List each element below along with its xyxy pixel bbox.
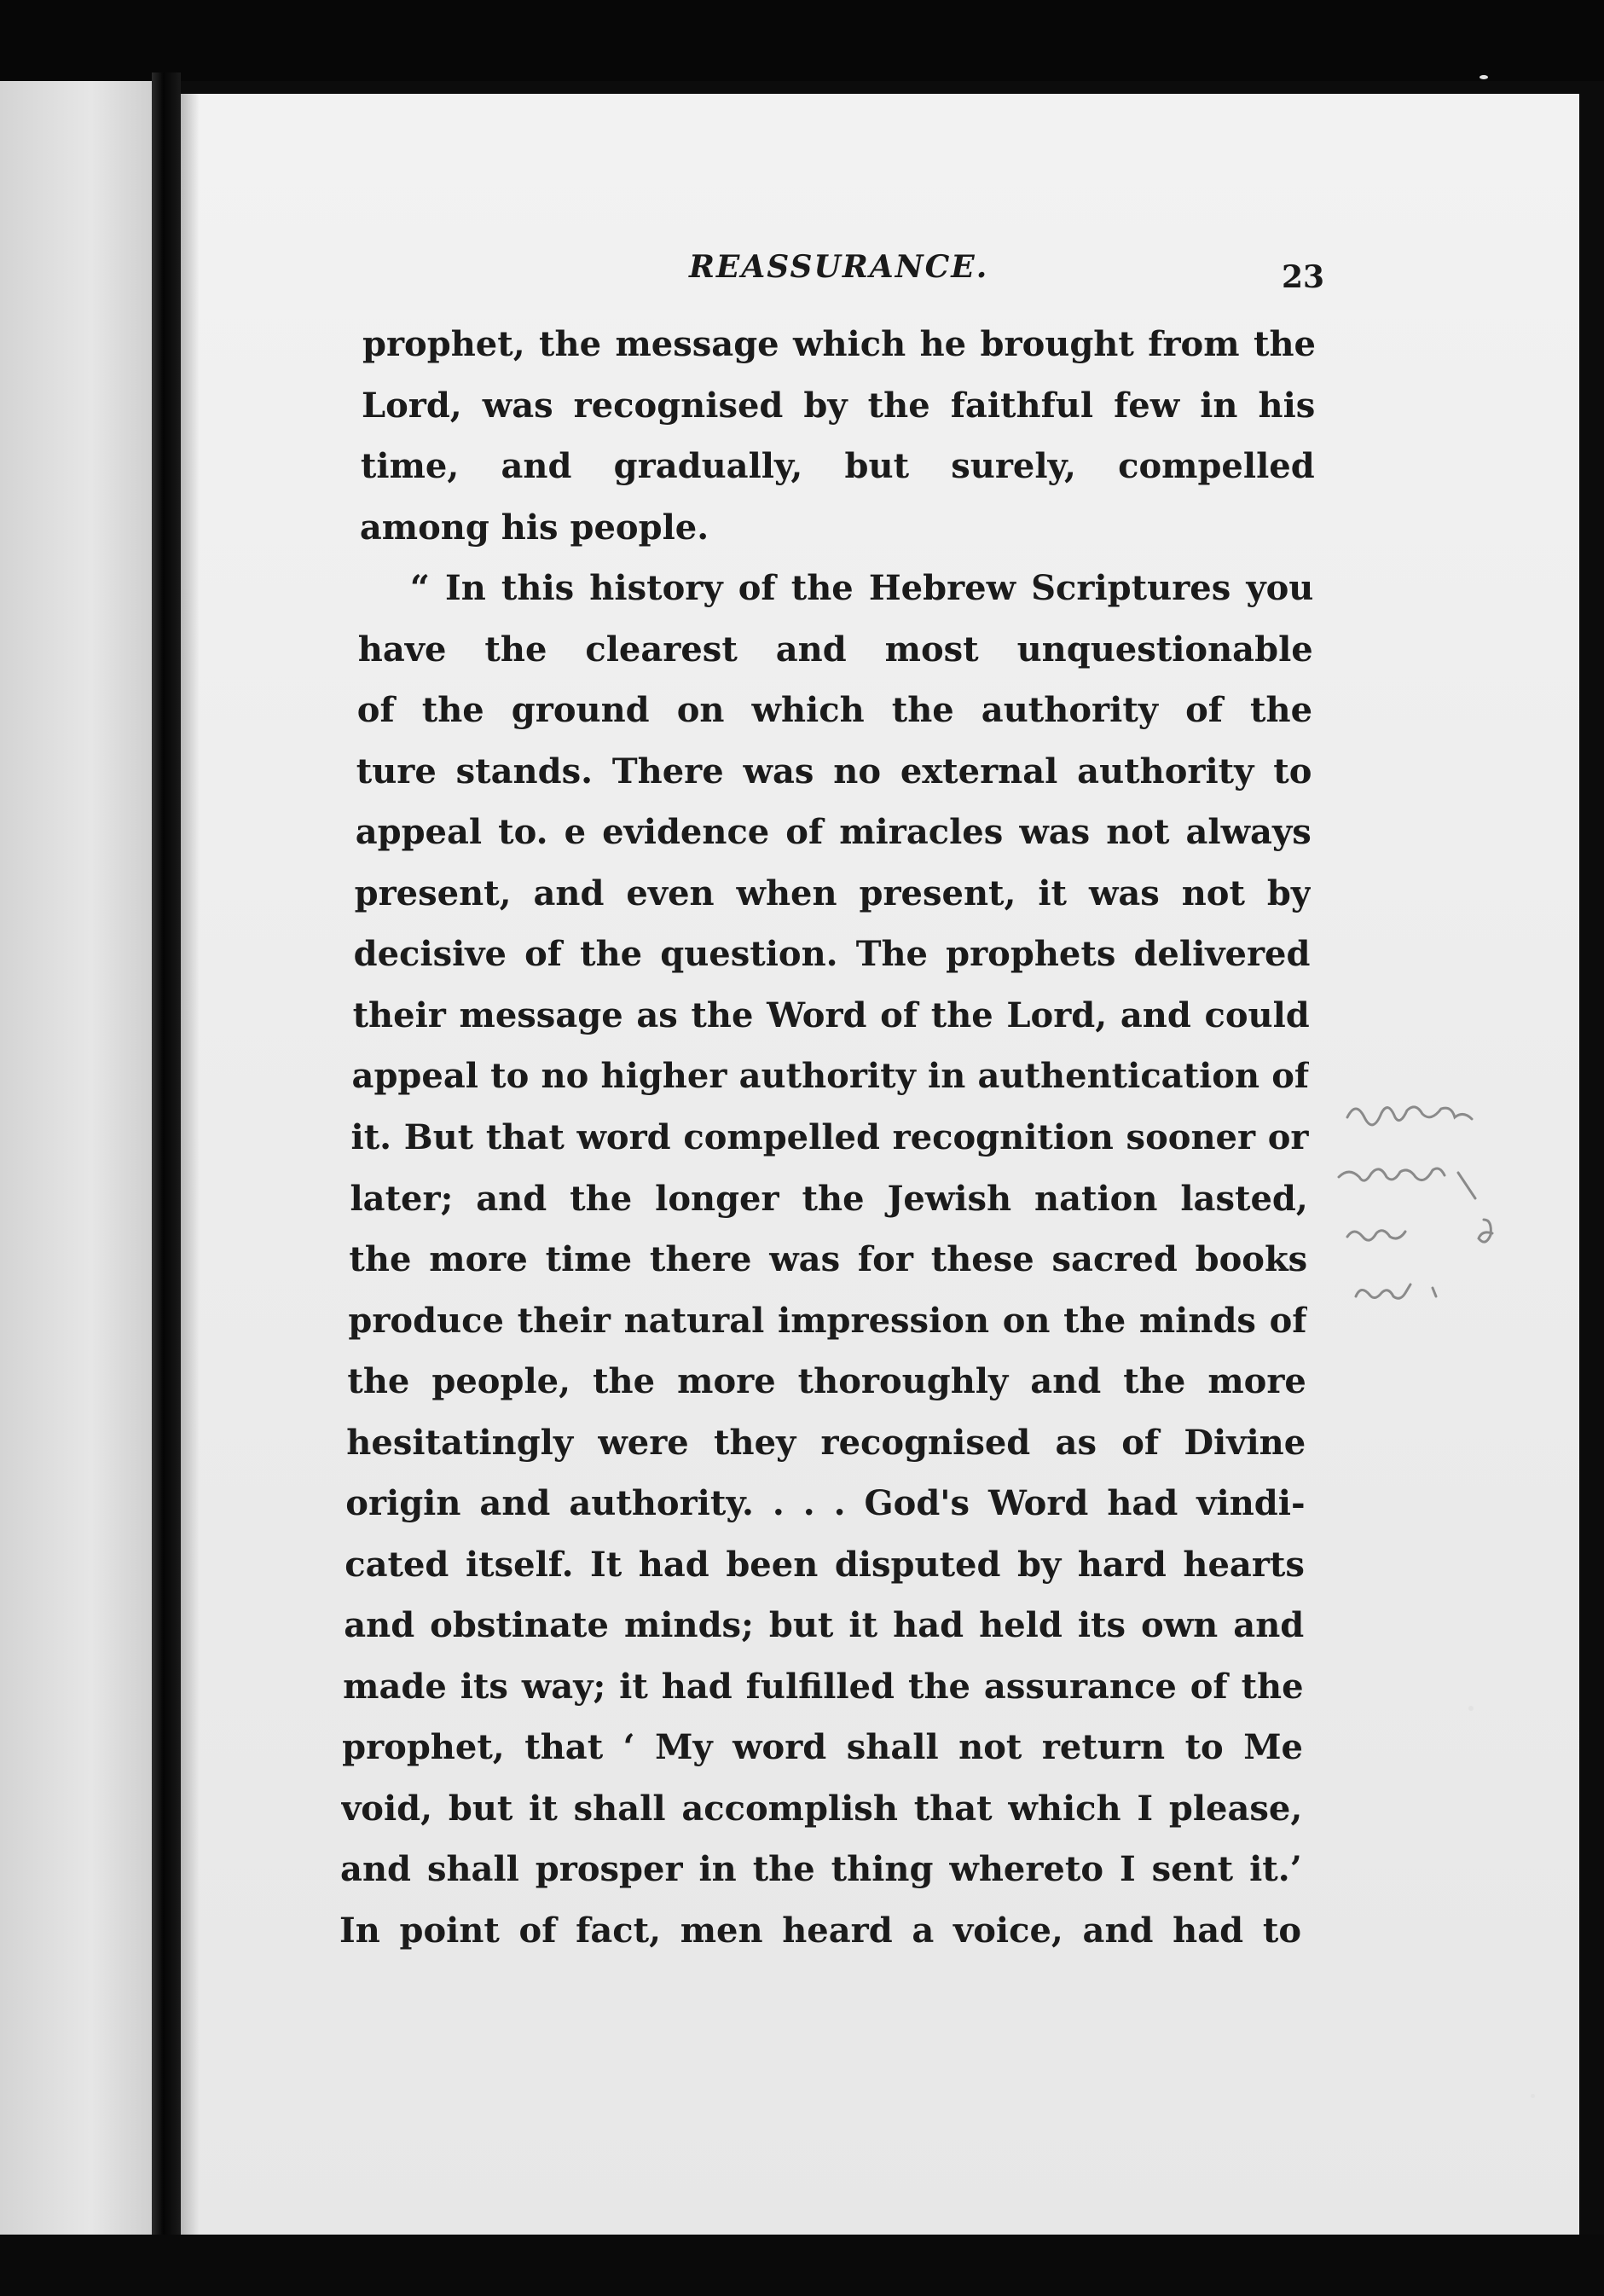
text-line: decisive of the question. The prophets delivered bbox=[353, 934, 1311, 975]
text-line: time, and gradually, but surely, compelled bbox=[360, 446, 1315, 487]
text-line: it. But that word compelled recognition sooner or bbox=[350, 1117, 1309, 1157]
text-line: “ In this history of the Hebrew Scriptures you bbox=[409, 568, 1314, 609]
scan-speck bbox=[1531, 2094, 1535, 2098]
text-line: void, but it shall accomplish that which I please, bbox=[341, 1788, 1303, 1829]
text-line: made its way; it had fulfilled the assurance of the bbox=[343, 1666, 1304, 1707]
text-line: have the clearest and most unquestionable bbox=[357, 629, 1313, 670]
text-line: cated itself. It had been disputed by hard hearts bbox=[345, 1544, 1305, 1585]
page-number: 23 bbox=[1282, 259, 1325, 295]
facing-page-edge bbox=[0, 81, 152, 2235]
margin-pencil-annotation bbox=[1330, 1092, 1552, 1331]
text-line: Lord, was recognised by the faithful few in his bbox=[361, 385, 1316, 426]
scan-top-border bbox=[0, 0, 1604, 81]
book-gutter bbox=[152, 72, 181, 2243]
text-line: and obstinate minds; but it had held its own and bbox=[344, 1605, 1305, 1646]
text-line: their message as the Word of the Lord, and could bbox=[352, 994, 1310, 1035]
text-line: later; and the longer the Jewish nation lasted, bbox=[350, 1178, 1308, 1219]
text-line: prophet, the message which he brought from the bbox=[362, 324, 1316, 364]
text-line: hesitatingly were they recognised as of Divine bbox=[346, 1422, 1306, 1463]
text-line: origin and authority. . . . God's Word had vindi- bbox=[345, 1483, 1306, 1524]
scan-bottom-border bbox=[0, 2235, 1604, 2296]
scan-speck bbox=[1480, 75, 1488, 79]
text-line: among his people. bbox=[359, 507, 709, 548]
text-line: the more time there was for these sacred books bbox=[349, 1239, 1308, 1280]
text-line: present, and even when present, it was not by bbox=[354, 873, 1312, 913]
text-line: appeal to no higher authority in authentication of bbox=[351, 1056, 1310, 1097]
scan-speck bbox=[1468, 1706, 1474, 1711]
text-line: the people, the more thoroughly and the more bbox=[347, 1361, 1306, 1402]
text-line: produce their natural impression on the minds of bbox=[348, 1300, 1307, 1341]
running-head: REASSURANCE. bbox=[689, 249, 989, 285]
text-line: In point of fact, men heard a voice, and had to bbox=[339, 1910, 1301, 1951]
text-line: and shall prosper in the thing whereto I sent it.’ bbox=[340, 1849, 1302, 1890]
text-line: appeal to. e evidence of miracles was not always bbox=[355, 812, 1312, 853]
text-line: prophet, that ‘ My word shall not return to Me bbox=[342, 1727, 1303, 1768]
text-line: ture stands. There was no external authority to bbox=[356, 751, 1312, 791]
text-line: of the ground on which the authority of the bbox=[356, 690, 1313, 731]
page-shadow bbox=[181, 94, 200, 2243]
